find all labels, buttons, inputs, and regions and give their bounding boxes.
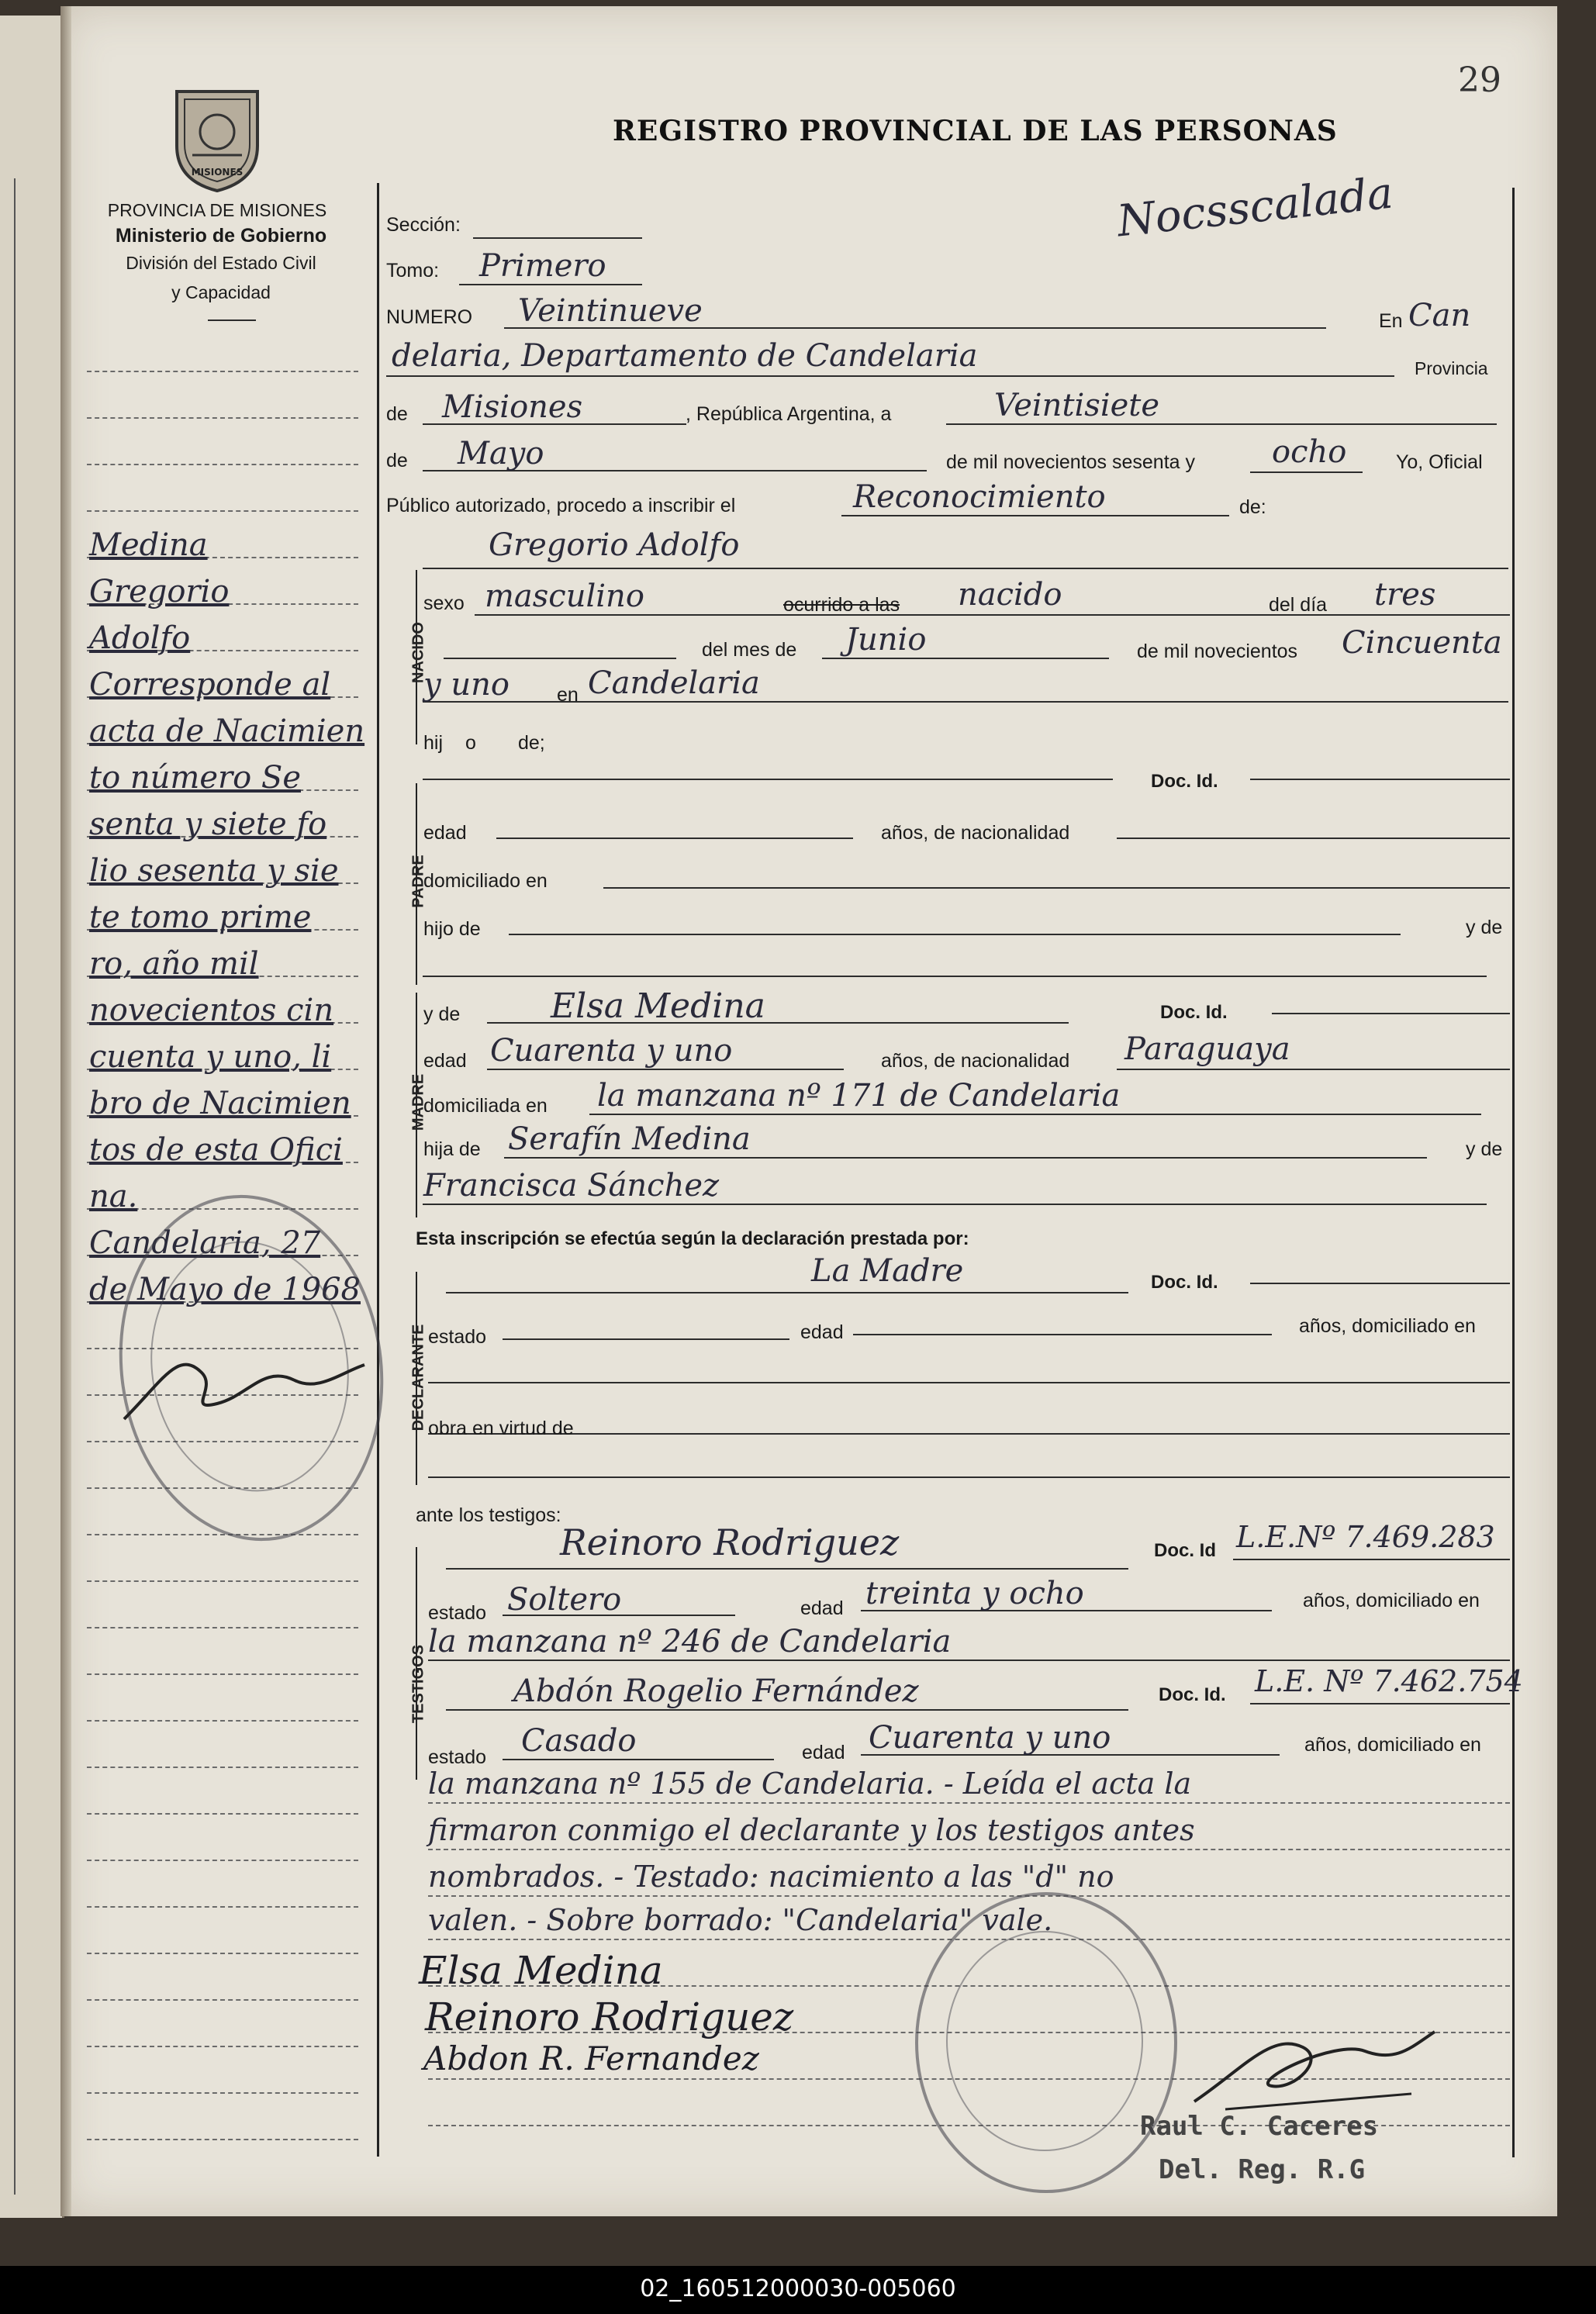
testigo2-estado-value: Casado bbox=[521, 1723, 637, 1759]
margin-rule-line bbox=[87, 1906, 358, 1908]
testigo2-domicilio-value: la manzana nº 155 de Candelaria. - Leída el acta la bbox=[428, 1767, 1192, 1801]
declarante-doc-line bbox=[1250, 1283, 1510, 1284]
margin-rule-line bbox=[87, 417, 358, 419]
madre-padre-value: Serafín Medina bbox=[508, 1121, 751, 1157]
emblem-label: MISIONES bbox=[191, 167, 244, 178]
margin-note-line: de Mayo de 1968 bbox=[89, 1272, 361, 1307]
nacido-section-label: NACIDO bbox=[409, 622, 427, 683]
file-id: 02_160512000030-005060 bbox=[640, 2275, 956, 2302]
en-value: Can bbox=[1408, 298, 1471, 333]
mes-value: Junio bbox=[845, 622, 927, 658]
authority-line3: División del Estado Civil bbox=[126, 253, 316, 273]
madre-nacionalidad-value: Paraguaya bbox=[1124, 1031, 1290, 1067]
testigo1-edad-label: edad bbox=[800, 1597, 844, 1619]
margin-note-line: to número Se bbox=[89, 760, 301, 796]
madre-domicilio-value: la manzana nº 171 de Candelaria bbox=[597, 1078, 1121, 1114]
margin-note-line: te tomo prime bbox=[89, 900, 312, 935]
padre-yde-line bbox=[423, 976, 1487, 977]
closing-line-2 bbox=[428, 1849, 1510, 1850]
madre-domicilio-line bbox=[589, 1114, 1481, 1115]
margin-note-line: Corresponde al bbox=[89, 667, 331, 703]
margin-note-line: Candelaria, 27 bbox=[89, 1225, 321, 1261]
margin-rule-line bbox=[87, 1767, 358, 1768]
title-annotation: Nocsscalada bbox=[1114, 168, 1396, 247]
lugar-line bbox=[423, 701, 1508, 703]
provincia-label: Provincia bbox=[1415, 358, 1488, 378]
declarante-section-label: DECLARANTE bbox=[409, 1324, 427, 1432]
padre-yde-label: y de bbox=[1466, 917, 1503, 938]
book-binding bbox=[60, 6, 71, 2216]
padre-edad-label: edad bbox=[423, 822, 467, 844]
madre-madre-line bbox=[423, 1204, 1487, 1205]
official-seal-2-inner-icon bbox=[946, 1931, 1143, 2151]
page-title: REGISTRO PROVINCIAL DE LAS PERSONAS bbox=[613, 115, 1338, 147]
authority-divider bbox=[208, 319, 256, 321]
name-line bbox=[423, 568, 1508, 569]
closing-line-3 bbox=[428, 1895, 1510, 1897]
margin-rule-line bbox=[87, 1580, 358, 1582]
testigo2-name-line bbox=[446, 1709, 1128, 1711]
padre-hijo-label: hijo de bbox=[423, 918, 481, 940]
madre-hija-label: hija de bbox=[423, 1138, 481, 1160]
numero-label: NUMERO bbox=[386, 306, 473, 328]
margin-rule-line bbox=[87, 2139, 358, 2140]
margin-rule-line bbox=[87, 2046, 358, 2047]
officer-stamp-name: Raul C. Caceres bbox=[1140, 2111, 1379, 2142]
margin-rule-line bbox=[87, 510, 358, 512]
margin-note-line: bro de Nacimien bbox=[89, 1086, 351, 1121]
testigo1-doc-label: Doc. Id bbox=[1154, 1540, 1217, 1561]
margin-rule-line bbox=[87, 1999, 358, 2001]
margin-note-line: cuenta y uno, li bbox=[89, 1039, 332, 1075]
madre-edad-value: Cuarenta y uno bbox=[490, 1033, 733, 1069]
margin-rule-line bbox=[87, 1673, 358, 1675]
margin-note-line: na. bbox=[89, 1179, 138, 1214]
authority-line1: PROVINCIA DE MISIONES bbox=[107, 200, 327, 220]
margin-column-divider bbox=[377, 183, 379, 2157]
madre-edad-label: edad bbox=[423, 1050, 467, 1072]
testigo1-doc-line bbox=[1233, 1559, 1510, 1560]
margin-note-line: novecientos cin bbox=[89, 993, 334, 1028]
declarante-edad-line bbox=[853, 1334, 1272, 1335]
testigo1-edad-value: treinta y ocho bbox=[865, 1576, 1084, 1611]
testigo2-doc-line bbox=[1250, 1703, 1510, 1704]
margin-note-line: Adolfo bbox=[89, 620, 191, 656]
signature-testigo1: Reinoro Rodriguez bbox=[425, 1995, 794, 2039]
testigo1-nombre-value: Reinoro Rodriguez bbox=[560, 1521, 900, 1563]
padre-hijo-line bbox=[509, 934, 1401, 935]
testigo1-estado-value: Soltero bbox=[507, 1582, 622, 1618]
sexo-line bbox=[475, 614, 1510, 616]
declarante-extra-line bbox=[428, 1433, 1510, 1435]
margin-rule-line bbox=[87, 1627, 358, 1628]
declarante-domicilio-line bbox=[428, 1382, 1510, 1383]
margin-rule-line bbox=[87, 464, 358, 465]
day-value: Veintisiete bbox=[994, 388, 1160, 423]
madre-doc-line bbox=[1272, 1013, 1510, 1014]
testigo2-domicilio-label: años, domiciliado en bbox=[1304, 1734, 1481, 1756]
testigo2-doc-value: L.E. Nº 7.462.754 bbox=[1255, 1664, 1523, 1698]
madre-doc-label: Doc. Id. bbox=[1160, 1002, 1228, 1023]
declarante-obra-line bbox=[428, 1476, 1510, 1478]
madre-hija-line bbox=[504, 1157, 1427, 1159]
margin-note-line: lio sesenta y sie bbox=[89, 853, 339, 889]
act-line bbox=[841, 515, 1229, 516]
previous-page-edge bbox=[0, 16, 64, 2218]
margin-note-line: Medina bbox=[89, 527, 208, 563]
tomo-label: Tomo: bbox=[386, 260, 440, 281]
padre-doc-label: Doc. Id. bbox=[1151, 771, 1218, 792]
testigo2-edad-label: edad bbox=[802, 1742, 845, 1763]
madre-domicilio-label: domiciliada en bbox=[423, 1095, 548, 1117]
madre-madre-value: Francisca Sánchez bbox=[423, 1168, 720, 1204]
margin-rule-line bbox=[87, 2092, 358, 2094]
mil-label: de mil novecientos bbox=[1137, 641, 1298, 662]
registered-name-value: Gregorio Adolfo bbox=[489, 527, 740, 563]
madre-nacionalidad-line bbox=[1117, 1069, 1510, 1070]
madre-edad-line bbox=[487, 1069, 844, 1070]
margin-note-line: tos de esta Ofici bbox=[89, 1132, 343, 1168]
closing-text-3: valen. - Sobre borrado: "Candelaria" vale. bbox=[428, 1903, 1053, 1937]
en-lugar-label: en bbox=[557, 684, 579, 706]
declarante-edad-label: edad bbox=[800, 1321, 844, 1343]
locality-value: delaria, Departamento de Candelaria bbox=[392, 338, 978, 374]
de-label: de bbox=[386, 403, 408, 425]
mes-line bbox=[822, 658, 1109, 659]
ocurrido-label: ocurrido a las bbox=[783, 594, 900, 616]
madre-nombre-value: Elsa Medina bbox=[551, 986, 765, 1026]
sexo-value: masculino bbox=[485, 578, 644, 614]
seccion-line bbox=[473, 237, 642, 239]
file-id-bar bbox=[0, 2266, 1596, 2314]
anio-value-continuation: y uno bbox=[423, 667, 510, 703]
declarante-nombre-value: La Madre bbox=[811, 1253, 964, 1289]
padre-name-line bbox=[423, 779, 1113, 780]
mes-line-left bbox=[444, 658, 676, 659]
province-emblem-icon bbox=[169, 84, 265, 192]
officer-signature-icon bbox=[1179, 2016, 1442, 2125]
margin-rule-line bbox=[87, 1860, 358, 1861]
testigos-section-label: TESTIGOS bbox=[409, 1644, 427, 1724]
testigos-intro-label: ante los testigos: bbox=[416, 1504, 561, 1526]
publico-label: Público autorizado, procedo a inscribir el bbox=[386, 495, 736, 516]
padre-edad-line bbox=[496, 838, 853, 839]
margin-rule-line bbox=[87, 1953, 358, 1954]
testigo1-estado-label: estado bbox=[428, 1602, 487, 1624]
officer-stamp-title: Del. Reg. R.G bbox=[1159, 2154, 1366, 2185]
month-value: Mayo bbox=[458, 436, 544, 471]
year-value: ocho bbox=[1272, 434, 1347, 470]
hijo-value: o bbox=[465, 732, 476, 754]
year-line bbox=[1250, 471, 1363, 473]
signature-madre: Elsa Medina bbox=[419, 1948, 663, 1993]
year-label: de mil novecientos sesenta y bbox=[946, 451, 1196, 473]
testigo2-nombre-value: Abdón Rogelio Fernández bbox=[513, 1673, 919, 1709]
declarante-domicilio-label: años, domiciliado en bbox=[1299, 1315, 1476, 1337]
tomo-value: Primero bbox=[479, 248, 606, 284]
testigo2-estado-label: estado bbox=[428, 1746, 487, 1768]
closing-text-1: firmaron conmigo el declarante y los testigos antes bbox=[428, 1813, 1195, 1847]
declarante-estado-line bbox=[503, 1338, 789, 1340]
en-label: En bbox=[1379, 310, 1403, 332]
ocurrido-value: nacido bbox=[958, 577, 1062, 613]
padre-doc-line bbox=[1250, 779, 1510, 780]
authority-line2: Ministerio de Gobierno bbox=[115, 225, 327, 247]
margin-signature-icon bbox=[116, 1318, 372, 1442]
testigo2-doc-label: Doc. Id. bbox=[1159, 1684, 1226, 1705]
padre-domicilio-line bbox=[603, 887, 1510, 889]
closing-line-1 bbox=[428, 1802, 1510, 1804]
declarante-name-line bbox=[446, 1292, 1128, 1293]
margin-rule-line bbox=[87, 1813, 358, 1815]
yo-oficial-label: Yo, Oficial bbox=[1396, 451, 1483, 473]
madre-nacionalidad-label: años, de nacionalidad bbox=[881, 1050, 1070, 1072]
dia-value: tres bbox=[1374, 577, 1436, 613]
padre-nacionalidad-line bbox=[1117, 838, 1510, 839]
act-value: Reconocimiento bbox=[853, 479, 1106, 515]
lugar-value: Candelaria bbox=[588, 665, 760, 701]
provincia-value: Misiones bbox=[442, 389, 583, 425]
testigo1-domicilio-value: la manzana nº 246 de Candelaria bbox=[428, 1624, 952, 1660]
margin-note-line: ro, año mil bbox=[89, 946, 259, 982]
madre-yde-label: y de bbox=[423, 1003, 461, 1025]
testigo1-domicilio-label: años, domiciliado en bbox=[1303, 1590, 1480, 1611]
padre-domicilio-label: domiciliado en bbox=[423, 870, 548, 892]
madre-yde2-label: y de bbox=[1466, 1138, 1503, 1160]
testigo1-name-line bbox=[446, 1568, 1128, 1570]
republica-label: , República Argentina, a bbox=[686, 403, 892, 425]
mes-label: del mes de bbox=[702, 639, 797, 661]
authority-line4: y Capacidad bbox=[171, 282, 271, 302]
margin-note-line: Gregorio bbox=[89, 574, 230, 610]
day-line bbox=[946, 423, 1497, 425]
margin-rule-line bbox=[87, 1720, 358, 1722]
seccion-label: Sección: bbox=[386, 214, 461, 236]
margin-note-line: senta y siete fo bbox=[89, 806, 327, 842]
declarante-estado-label: estado bbox=[428, 1326, 487, 1348]
del-dia-label: del día bbox=[1269, 594, 1328, 616]
anio-value: Cincuenta bbox=[1342, 625, 1502, 661]
declarante-obra-label: obra en virtud de bbox=[428, 1418, 574, 1439]
declarante-doc-label: Doc. Id. bbox=[1151, 1272, 1218, 1293]
right-border bbox=[1512, 188, 1515, 2157]
tomo-line bbox=[459, 284, 642, 285]
margin-rule-line bbox=[87, 1534, 358, 1535]
madre-section-label: MADRE bbox=[409, 1073, 427, 1131]
de3-label: de: bbox=[1239, 496, 1266, 518]
margin-rule-line bbox=[87, 371, 358, 372]
sexo-label: sexo bbox=[423, 592, 465, 614]
padre-nacionalidad-label: años, de nacionalidad bbox=[881, 822, 1070, 844]
numero-value: Veintinueve bbox=[518, 293, 703, 329]
page-number: 29 bbox=[1458, 60, 1501, 100]
declarante-intro-label: Esta inscripción se efectúa según la declaración prestada por: bbox=[416, 1228, 969, 1249]
testigo2-estado-line bbox=[503, 1759, 774, 1760]
hijo-label: hij bbox=[423, 732, 444, 754]
closing-text-2: nombrados. - Testado: nacimiento a las "d" no bbox=[428, 1860, 1114, 1894]
testigo1-domicilio-line bbox=[428, 1660, 1510, 1661]
testigo1-doc-value: L.E.Nº 7.469.283 bbox=[1236, 1520, 1495, 1554]
margin-note-line: acta de Nacimien bbox=[89, 713, 365, 749]
hijo-de-label: de; bbox=[518, 732, 545, 754]
de2-label: de bbox=[386, 450, 408, 471]
signature-testigo2: Abdon R. Fernandez bbox=[423, 2039, 759, 2077]
testigo2-edad-value: Cuarenta y uno bbox=[869, 1720, 1111, 1756]
locality-line bbox=[386, 375, 1394, 377]
padre-section-label: PADRE bbox=[409, 855, 427, 908]
